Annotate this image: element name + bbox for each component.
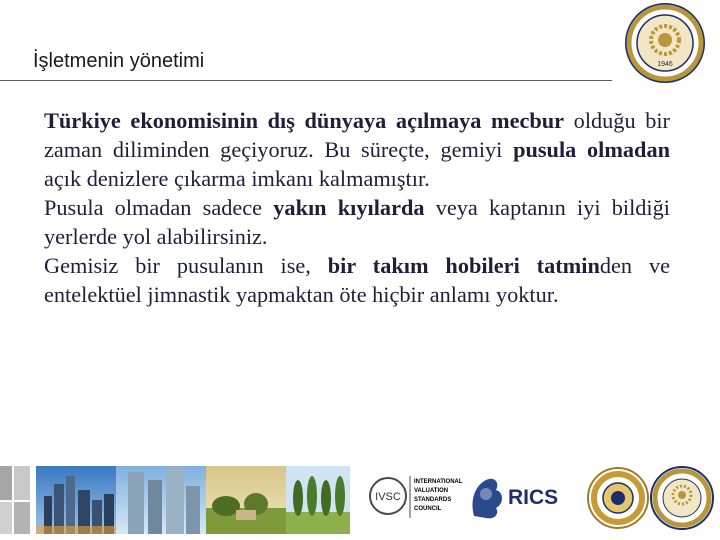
text-run: açık denizlere çıkarma imkanı kalmamıştır.	[44, 166, 430, 191]
title-divider	[0, 80, 612, 81]
university-seal-logo	[624, 2, 706, 84]
text-run: olduğu bir zaman diliminden geçiyoruz. Bu süreçte, gemiyi	[44, 108, 670, 162]
bold-text-run: bir takım hobileri tatmin	[327, 253, 600, 278]
bold-text-run: Türkiye ekonomisinin dış dünyaya açılmaya mecbur	[44, 108, 565, 133]
body-text	[44, 106, 670, 309]
partner-logos	[362, 462, 716, 538]
text-run: Gemisiz bir pusulanın ise,	[44, 253, 328, 278]
ivsc-line-2: VALUATION	[414, 488, 449, 494]
university-seal-logo-bottom	[651, 467, 713, 529]
ivsc-line-3: STANDARDS	[414, 497, 452, 503]
body-paragraph	[44, 106, 670, 193]
bottom-left-decoration	[0, 466, 32, 534]
body-paragraph	[44, 193, 670, 251]
ivsc-abbr: IVSC	[375, 491, 401, 503]
body-paragraph	[44, 251, 670, 309]
ivsc-line-4: COUNCIL	[414, 506, 442, 512]
bold-text-run: pusula olmadan	[513, 137, 671, 162]
text-run: Pusula olmadan sadece	[44, 195, 274, 220]
cityscape-photo-strip	[36, 466, 350, 534]
rics-logo	[473, 479, 559, 519]
text-run: den ve entelektüel jimnastik yapmaktan öte hiçbir anlamı yoktur.	[44, 253, 670, 307]
bold-text-run: yakın kıyılarda	[273, 195, 425, 220]
ivsc-logo	[370, 476, 463, 518]
ivsc-line-1: INTERNATIONAL	[414, 479, 463, 485]
gold-seal-logo	[588, 468, 648, 528]
slide-title: İşletmenin yönetimi	[33, 50, 205, 72]
seal-year-text: 1946	[657, 61, 673, 68]
rics-text: RICS	[508, 486, 559, 509]
text-run: veya kaptanın iyi bildiği yerlerde yol alabilirsiniz.	[44, 195, 670, 249]
